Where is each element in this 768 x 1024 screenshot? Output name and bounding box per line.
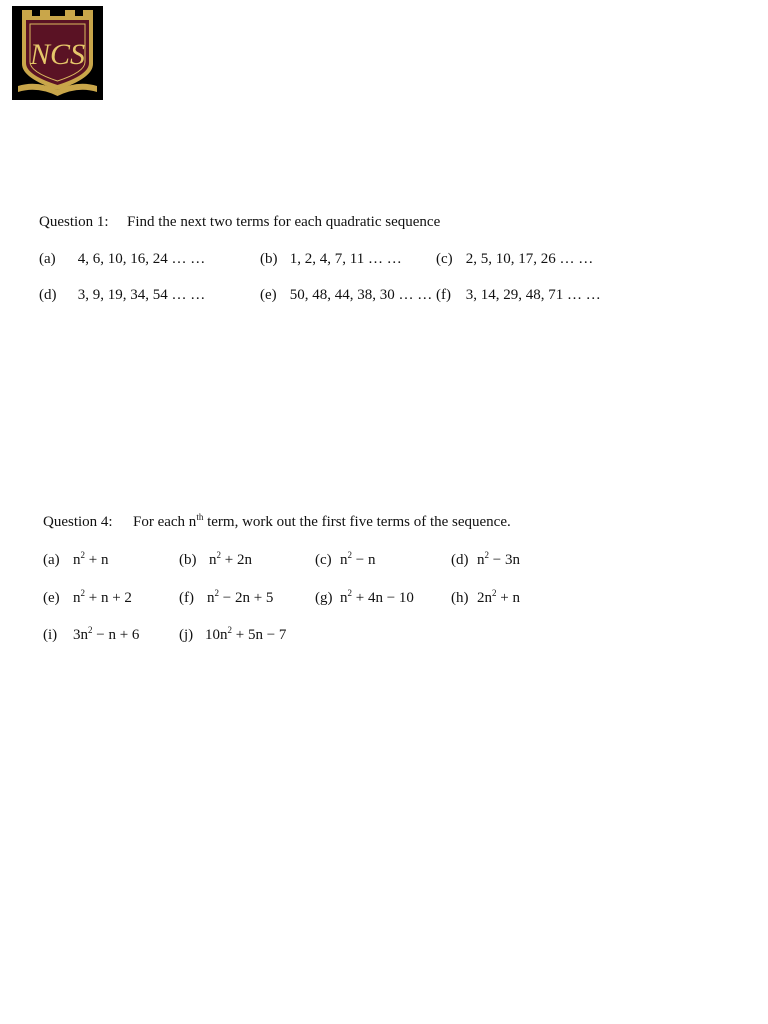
question-1-label: Question 1: <box>39 214 109 230</box>
item-value: 2, 5, 10, 17, 26 … … <box>465 251 594 267</box>
item-label: (a) <box>39 251 56 267</box>
item-expression: $10n^2 + 5n - 7$ <box>205 625 287 643</box>
q4-item-a <box>43 552 108 569</box>
question-4-label: Question 4: <box>43 514 113 530</box>
item-label: (c) <box>315 552 332 568</box>
item-expression: $3n^2 - n + 6$ <box>73 625 140 643</box>
item-value: 3, 14, 29, 48, 71 … … <box>465 287 601 303</box>
q4-item-c <box>315 552 375 569</box>
item-expression: $n^2 + 4n - 10$ <box>340 588 414 606</box>
item-label: (a) <box>43 552 60 568</box>
item-value: 4, 6, 10, 16, 24 … … <box>77 251 206 267</box>
question-4-text <box>133 514 511 531</box>
q4-item-f <box>179 590 273 607</box>
q4-item-g <box>315 590 414 607</box>
school-logo <box>12 6 103 100</box>
q1-item-e <box>260 287 432 304</box>
q1-item-a <box>39 251 205 268</box>
item-label: (d) <box>39 287 57 303</box>
item-value: 50, 48, 44, 38, 30 … … <box>289 287 433 303</box>
q4-item-e <box>43 590 132 607</box>
item-expression: $n^2 - n$ <box>340 550 376 568</box>
q1-item-f <box>436 287 601 304</box>
q1-item-b <box>260 251 402 268</box>
item-expression: $n^2 + n$ <box>73 550 109 568</box>
item-expression: $n^2 - 2n + 5$ <box>207 588 274 606</box>
q1-item-d <box>39 287 205 304</box>
item-expression: $n^2 + 2n$ <box>209 550 252 568</box>
item-label: (c) <box>436 251 453 267</box>
q4-item-i <box>43 627 139 644</box>
crest-icon <box>12 6 103 100</box>
item-label: (f) <box>179 590 194 606</box>
item-label: (h) <box>451 590 469 606</box>
item-value: 3, 9, 19, 34, 54 … … <box>77 287 206 303</box>
question-4-text-sup: th <box>196 512 204 522</box>
item-expression: $n^2 - 3n$ <box>477 550 520 568</box>
logo-letters: NCS <box>29 38 86 71</box>
q4-item-b <box>179 552 252 569</box>
item-expression: $n^2 + n + 2$ <box>73 588 132 606</box>
question-4-text-start: For each n <box>133 514 197 530</box>
item-label: (d) <box>451 552 469 568</box>
question-1-text: Find the next two terms for each quadratic sequence <box>127 214 441 230</box>
item-label: (e) <box>43 590 60 606</box>
item-label: (b) <box>179 552 197 568</box>
item-label: (g) <box>315 590 333 606</box>
item-label: (i) <box>43 627 58 643</box>
q1-item-c <box>436 251 593 268</box>
item-expression: $2n^2 + n$ <box>477 588 520 606</box>
q4-item-h <box>451 590 520 607</box>
item-label: (e) <box>260 287 277 303</box>
item-label: (j) <box>179 627 194 643</box>
question-4-text-end: term, work out the first five terms of the sequence. <box>203 514 511 530</box>
item-value: 1, 2, 4, 7, 11 … … <box>289 251 402 267</box>
q4-item-d <box>451 552 520 569</box>
q4-item-j <box>179 627 286 644</box>
item-label: (f) <box>436 287 451 303</box>
item-label: (b) <box>260 251 278 267</box>
